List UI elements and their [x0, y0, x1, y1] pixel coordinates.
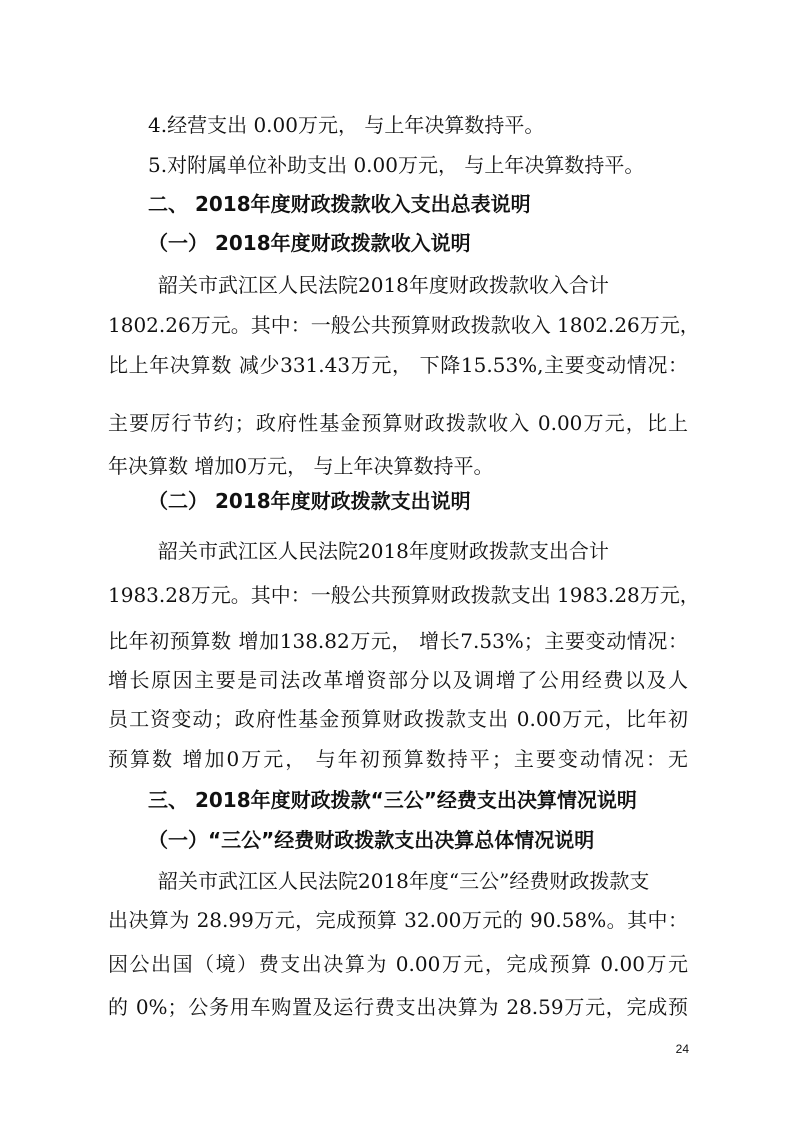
- paragraph-line: 增长原因主要是司法改革增资部分以及调增了公用经费以及人: [108, 668, 688, 692]
- paragraph-line: 主要厉行节约；政府性基金预算财政拨款收入 0.00万元，比上: [108, 411, 688, 435]
- paragraph-line: 预算数 增加0万元， 与年初预算数持平；主要变动情况：无: [108, 747, 688, 771]
- paragraph-line: 韶关市武江区人民法院2018年度财政拨款收入合计: [158, 273, 609, 297]
- subsection-heading: （二） 2018年度财政拨款支出说明: [148, 489, 471, 513]
- section-heading: 二、 2018年度财政拨款收入支出总表说明: [148, 192, 531, 216]
- paragraph-line: 1802.26万元。其中：一般公共预算财政拨款收入 1802.26万元，: [108, 313, 700, 337]
- paragraph-line: 因公出国（境）费支出决算为 0.00万元，完成预算 0.00万元: [108, 952, 688, 976]
- page-number: 24: [675, 1042, 689, 1056]
- paragraph-line: 1983.28万元。其中：一般公共预算财政拨款支出 1983.28万元，: [108, 583, 700, 607]
- subsection-heading: （一） 2018年度财政拨款收入说明: [148, 231, 471, 255]
- paragraph-line: 4.经营支出 0.00万元， 与上年决算数持平。: [148, 113, 545, 137]
- section-heading: 三、 2018年度财政拨款“三公”经费支出决算情况说明: [148, 788, 637, 812]
- paragraph-line: 比上年决算数 减少331.43万元， 下降15.53%,主要变动情况：: [108, 353, 688, 377]
- paragraph-line: 出决算为 28.99万元，完成预算 32.00万元的 90.58%。其中：: [108, 908, 688, 932]
- paragraph-line: 韶关市武江区人民法院2018年度“三公”经费财政拨款支: [158, 869, 650, 893]
- paragraph-line: 员工资变动；政府性基金预算财政拨款支出 0.00万元，比年初: [108, 707, 688, 731]
- paragraph-line: 年决算数 增加0万元， 与上年决算数持平。: [108, 454, 494, 478]
- paragraph-line: 5.对附属单位补助支出 0.00万元， 与上年决算数持平。: [148, 153, 645, 177]
- subsection-heading: （一）“三公”经费财政拨款支出决算总体情况说明: [148, 828, 595, 852]
- paragraph-line: 比年初预算数 增加138.82万元， 增长7.53%；主要变动情况：: [108, 629, 688, 653]
- paragraph-line: 的 0%；公务用车购置及运行费支出决算为 28.59万元，完成预: [108, 995, 688, 1019]
- paragraph-line: 韶关市武江区人民法院2018年度财政拨款支出合计: [158, 539, 609, 563]
